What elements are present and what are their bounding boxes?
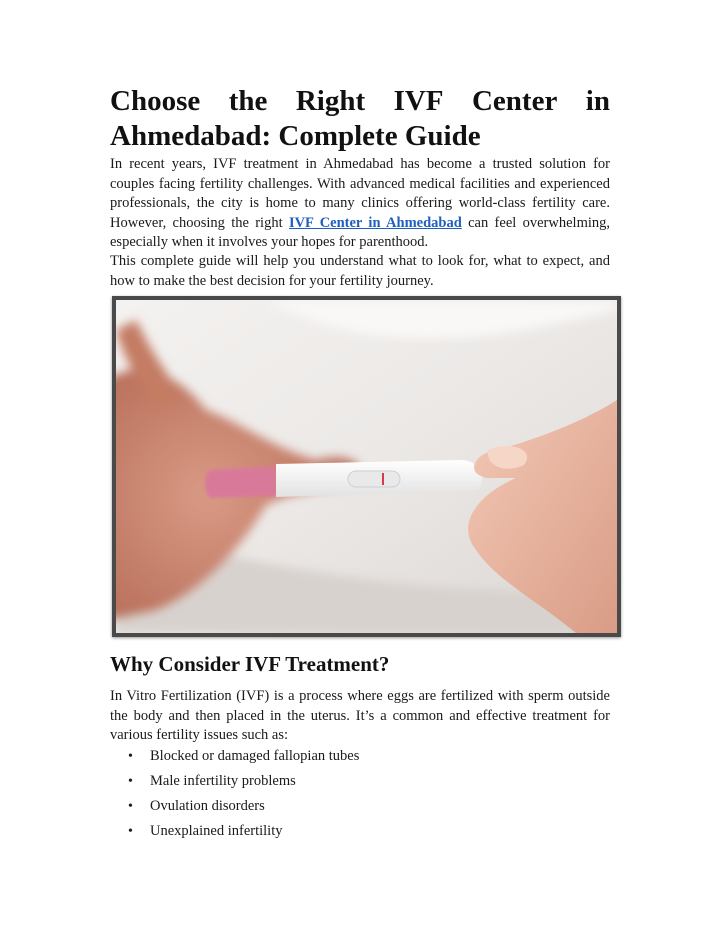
title-word: Choose — [110, 85, 201, 117]
title-word: Center — [471, 85, 558, 117]
section-heading: Why Consider IVF Treatment? — [110, 652, 390, 676]
list-item: • Male infertility problems — [128, 769, 359, 794]
list-item: • Blocked or damaged fallopian tubes — [128, 744, 359, 769]
title-line-2: Ahmedabad: Complete Guide — [110, 120, 481, 152]
title-word: Right — [295, 85, 366, 117]
ivf-center-link[interactable]: IVF Center in Ahmedabad — [288, 214, 462, 231]
intro-text-after-link: can feel overwhelming, especially when it involves your hopes for parenthood. — [110, 214, 610, 250]
title-word: IVF — [393, 85, 444, 117]
intro-paragraph — [110, 155, 610, 253]
intro-text-before-link: In recent years, IVF treatment in Ahmedabad has become a trusted solution for couples facing fertility challenges. With advanced medical facilities and experienced professionals, the city is home to many clinics offering world-class fertility care. However, choosing the right — [110, 156, 610, 231]
title-word: in — [585, 85, 610, 117]
section-paragraph: In Vitro Fertilization (IVF) is a process where eggs are fertilized with sperm outside the body and then placed in the uterus. It’s a common and effective treatment for various fertility issues such as: — [110, 688, 610, 743]
fertility-issues-list — [128, 744, 359, 844]
title-word: the — [228, 85, 268, 117]
photo-illustration — [116, 300, 617, 633]
guide-paragraph: This complete guide will help you understand what to look for, what to expect, and how to make the best decision for your fertility journey. — [110, 253, 610, 289]
pregnancy-test-photo — [112, 296, 621, 637]
title-line-1 — [110, 84, 610, 119]
article-title — [110, 84, 610, 154]
list-item: • Unexplained infertility — [128, 819, 359, 844]
list-item: • Ovulation disorders — [128, 794, 359, 819]
